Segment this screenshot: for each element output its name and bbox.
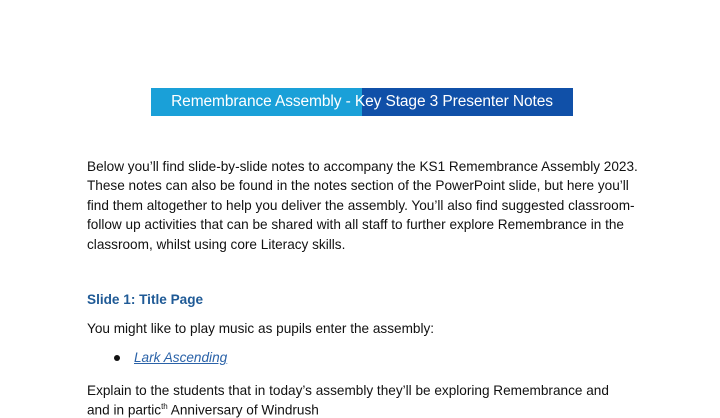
music-list-item xyxy=(114,350,227,365)
lark-ascending-link[interactable]: Lark Ascending xyxy=(134,350,228,365)
intro-line: classroom, whilst using core Literacy skills. xyxy=(87,236,346,252)
explanation-line: Explain to the students that in today’s assembly they’ll be exploring Remembrance and xyxy=(87,383,609,398)
slide-1-heading: Slide 1: Title Page xyxy=(87,292,204,307)
explanation-text-end: Anniversary of Windrush xyxy=(167,402,319,418)
music-instruction: You might like to play music as pupils enter the assembly: xyxy=(87,321,435,336)
intro-line: These notes can also be found in the notes section of the PowerPoint slide, but here you’ll xyxy=(87,178,629,194)
explanation-line-partial xyxy=(87,402,319,418)
intro-line: follow up activities that can be shared with all staff to further explore Remembrance in the xyxy=(87,217,624,233)
document-title: Remembrance Assembly - Key Stage 3 Presenter Notes xyxy=(171,93,553,110)
document-title-banner xyxy=(151,88,573,116)
ordinal-suffix: th xyxy=(161,402,168,411)
bullet-icon xyxy=(114,355,120,361)
intro-line: Below you’ll find slide-by-slide notes to accompany the KS1 Remembrance Assembly 2023. xyxy=(87,159,638,174)
intro-line: find them altogether to help you deliver the assembly. You’ll also find suggested classroom- xyxy=(87,197,635,213)
explanation-text-start: and in partic xyxy=(87,402,162,418)
intro-paragraph xyxy=(87,157,647,254)
